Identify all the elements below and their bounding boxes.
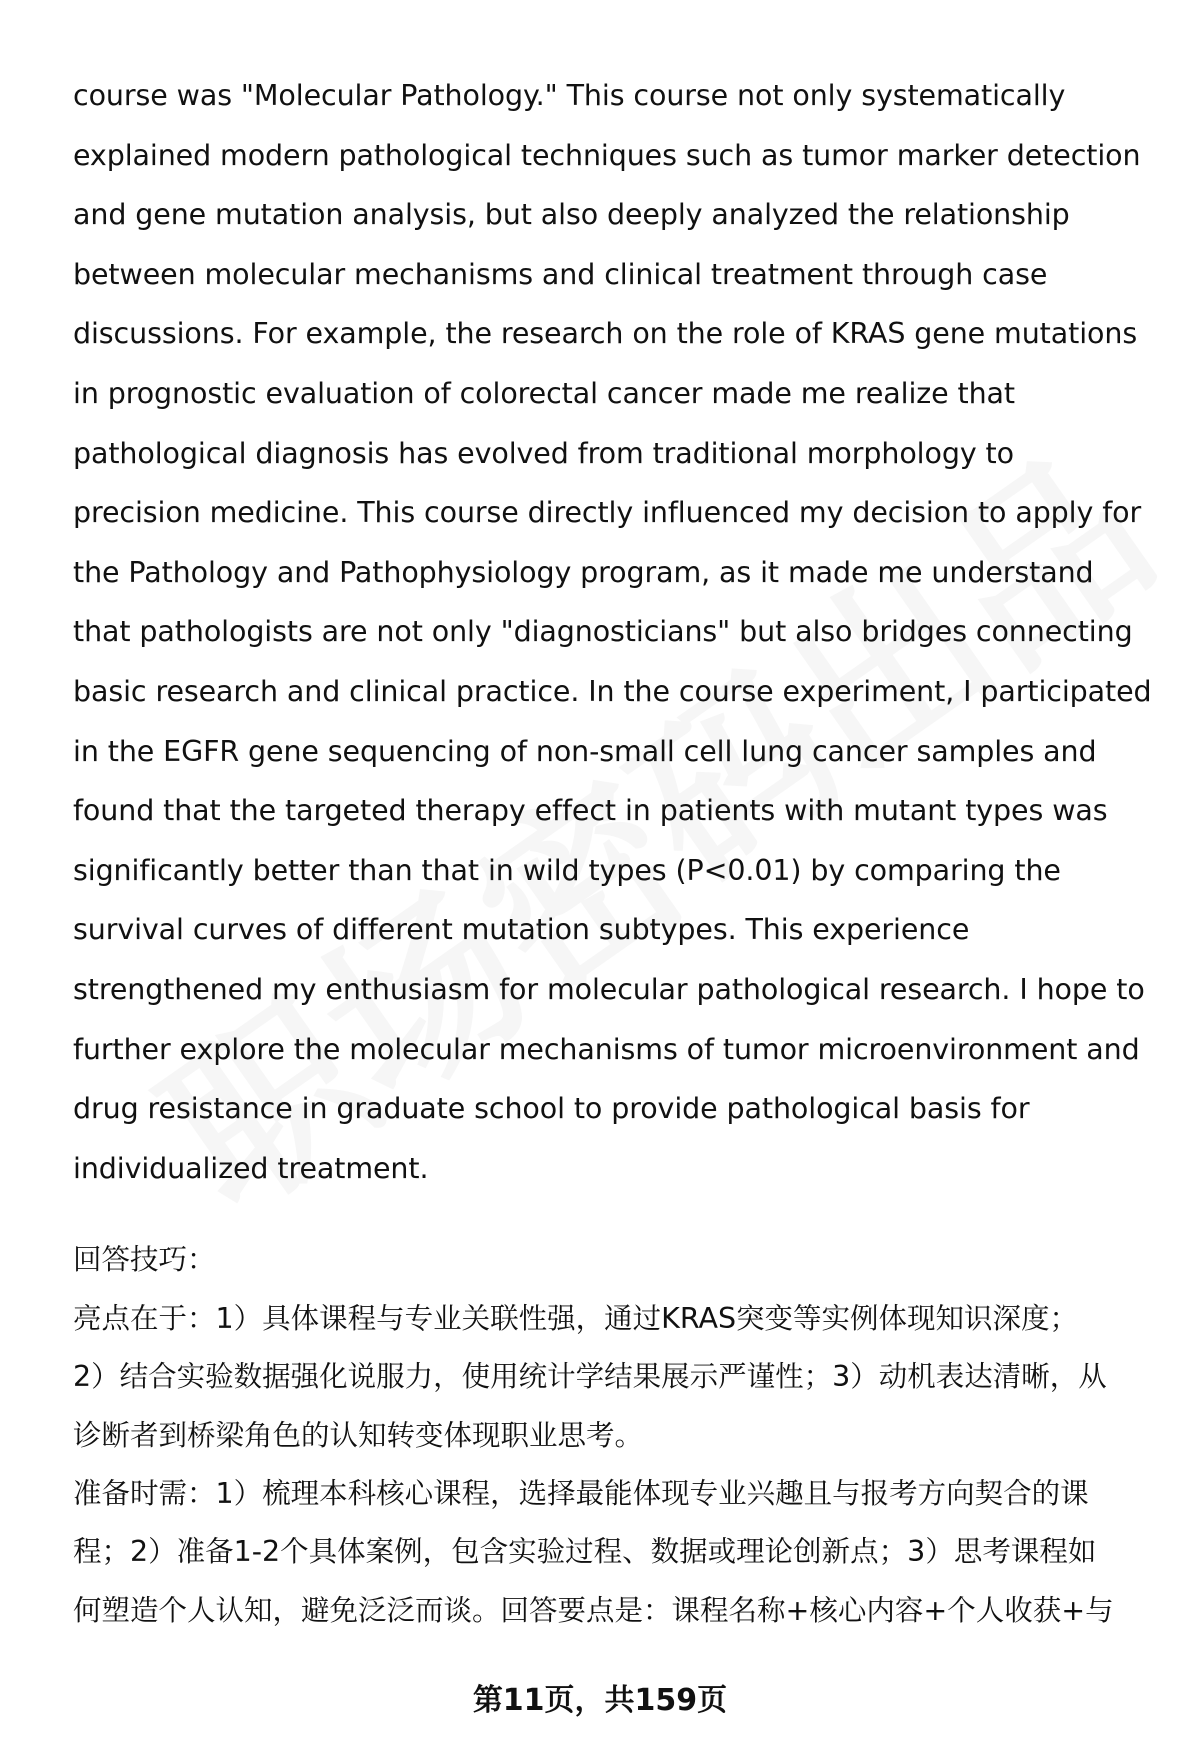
page-content [73, 66, 1153, 1640]
highlights-paragraph: 亮点在于：1）具体课程与专业关联性强，通过KRAS突变等实例体现知识深度； 2）结合实验数据强化说服力，使用统计学结果展示严谨性；3）动机表达清晰，从 诊断者到桥梁角色的认知转变体现职业思考。 [73, 1301, 1107, 1452]
answer-tips-section [73, 1231, 1153, 1640]
page-number-footer: 第11页，共159页 [472, 1683, 728, 1718]
tips-heading: 回答技巧： [73, 1243, 216, 1277]
essay-paragraph: course was "Molecular Pathology." This course not only systematically explained modern pathological techniques such as tumor marker detection and gene mutation analysis, but also deeply analyzed the relationship between molecular mechanisms and clinical treatment through case discussions. For example, the research on the role of KRAS gene mutations in prognostic evaluation of colorectal cancer made me realize that pathological diagnosis has evolved from traditional morphology to precision medicine. This course directly influenced my decision to apply for the Pathology and Pathophysiology program, as it made me understand that pathologists are not only "diagnosticians" but also bridges connecting basic research and clinical practice. In the course experiment, I participated in the EGFR gene sequencing of non-small cell lung cancer samples and found that the targeted therapy effect in patients with mutant types was significantly better than that in wild types (P<0.01) by comparing the survival curves of different mutation subtypes. This experience strengthened my enthusiasm for molecular pathological research. I hope to further explore the molecular mechanisms of tumor microenvironment and drug resistance in graduate school to provide pathological basis for individualized treatment. [73, 79, 1152, 1185]
preparation-paragraph: 准备时需：1）梳理本科核心课程，选择最能体现专业兴趣且与报考方向契合的课 程；2）准备1-2个具体案例，包含实验过程、数据或理论创新点；3）思考课程如 何塑造个人认知，避免泛泛而谈。回答要点是：课程名称+核心内容+个人收获+与 [73, 1476, 1114, 1627]
